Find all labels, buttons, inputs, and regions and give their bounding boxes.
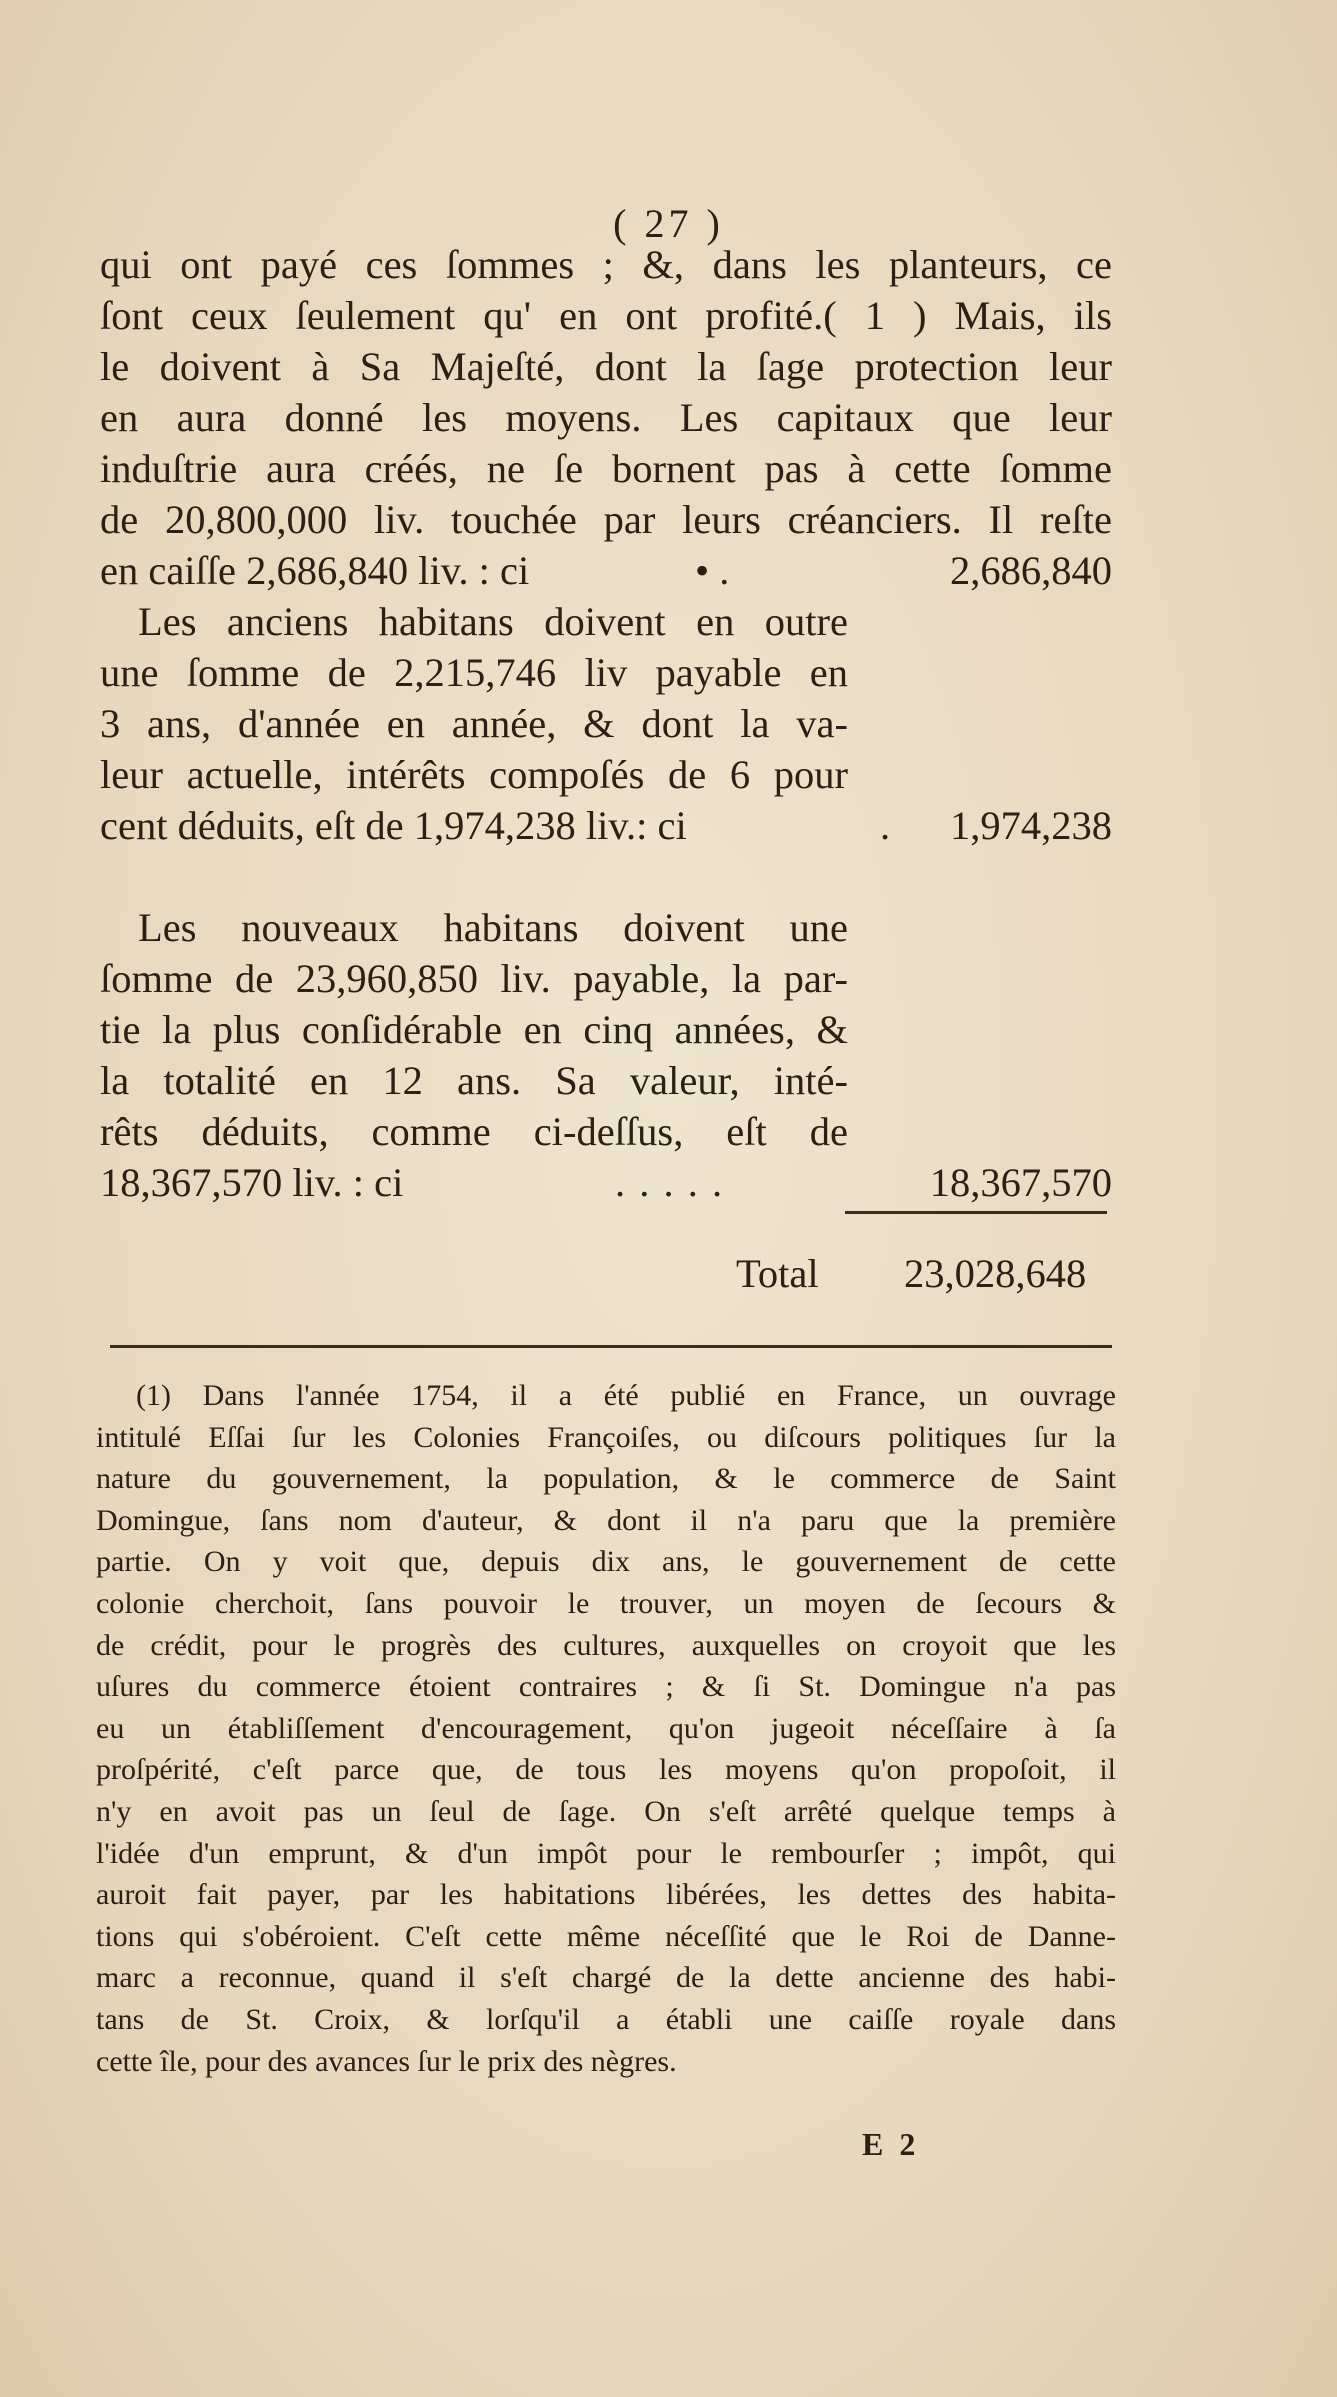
ledger-entry-caisse bbox=[100, 545, 1112, 596]
footnote-line: tions qui s'obéroient. C'eſt cette même néceſſité que le Roi de Danne- bbox=[96, 1919, 1116, 1953]
entry-amount: 2,686,840 bbox=[950, 548, 1112, 593]
footnote-line: uſures du commerce étoient contraires ; & ſi St. Domingue n'a pas bbox=[96, 1670, 1116, 1704]
page-number: ( 27 ) bbox=[613, 201, 724, 246]
entry-line: rêts déduits, comme ci-deſſus, eſt de bbox=[100, 1109, 848, 1154]
text-line: ſont ceux ſeulement qu' en ont profité.( 1 ) Mais, ils bbox=[100, 293, 1112, 338]
footnote-line: de crédit, pour le progrès des cultures, auxquelles on croyoit que les bbox=[96, 1628, 1116, 1662]
entry-line: la totalité en 12 ans. Sa valeur, inté- bbox=[100, 1058, 848, 1103]
total-label: Total bbox=[736, 1251, 819, 1296]
entry-amount: 1,974,238 bbox=[950, 803, 1112, 848]
footnote-line: marc a reconnue, quand il s'eſt chargé de la dette ancienne des habi- bbox=[96, 1961, 1116, 1995]
footnote-line: proſpérité, c'eſt parce que, de tous les moyens qu'on propoſoit, il bbox=[96, 1753, 1116, 1787]
entry-line: tie la plus conſidérable en cinq années, & bbox=[100, 1007, 848, 1052]
text-line: le doivent à Sa Majeſté, dont la ſage protection leur bbox=[100, 344, 1112, 389]
entry-line: en caiſſe 2,686,840 liv. : ci bbox=[100, 548, 530, 593]
entry-line: leur actuelle, intérêts compoſés de 6 pour bbox=[100, 752, 848, 797]
footnote-line: tans de St. Croix, & lorſqu'il a établi une caiſſe royale dans bbox=[96, 2002, 1116, 2036]
footnote-line: intitulé Eſſai ſur les Colonies Françoiſes, ou diſcours politiques ſur la bbox=[96, 1420, 1116, 1454]
entry-line: 18,367,570 liv. : ci bbox=[100, 1160, 404, 1205]
footnote-line: cette île, pour des avances ſur le prix des nègres. bbox=[96, 2044, 677, 2078]
total-value: 23,028,648 bbox=[904, 1251, 1087, 1296]
footnote-rule bbox=[110, 1345, 1112, 1348]
entry-line: Les anciens habitans doivent en outre bbox=[138, 599, 848, 644]
footnote-line: n'y en avoit pas un ſeul de ſage. On s'eſt arrêté quelque temps à bbox=[96, 1794, 1116, 1828]
entry-line: ſomme de 23,960,850 liv. payable, la par- bbox=[100, 956, 848, 1001]
dot-leader: . . . . . bbox=[615, 1160, 725, 1205]
footnote-line: (1) Dans l'année 1754, il a été publié en France, un ouvrage bbox=[136, 1379, 1116, 1412]
text-line: qui ont payé ces ſommes ; &, dans les planteurs, ce bbox=[100, 242, 1112, 287]
footnote bbox=[96, 1375, 1116, 2082]
text-line: induſtrie aura créés, ne ſe bornent pas à cette ſomme bbox=[100, 446, 1112, 491]
footnote-line: Domingue, ſans nom d'auteur, & dont il n'a paru que la première bbox=[96, 1503, 1116, 1537]
ledger-entry-anciens-habitans bbox=[100, 596, 1112, 851]
entry-line: une ſomme de 2,215,746 liv payable en bbox=[100, 650, 848, 695]
ledger-entry-nouveaux-habitans bbox=[100, 902, 1112, 1208]
footnote-line: eu un établiſſement d'encouragement, qu'on jugeoit néceſſaire à ſa bbox=[96, 1711, 1116, 1745]
footnote-line: auroit fait payer, par les habitations libérées, les dettes des habita- bbox=[96, 1878, 1116, 1912]
dot-leader: • . bbox=[695, 548, 730, 593]
text-line: en aura donné les moyens. Les capitaux que leur bbox=[100, 395, 1112, 440]
entry-line: Les nouveaux habitans doivent une bbox=[138, 905, 848, 950]
entry-amount: 18,367,570 bbox=[929, 1160, 1112, 1205]
entry-line: 3 ans, d'année en année, & dont la va- bbox=[100, 701, 848, 746]
footnote-line: nature du gouvernement, la population, & le commerce de Saint bbox=[96, 1462, 1116, 1496]
intro-paragraph bbox=[100, 239, 1112, 545]
signature-mark: E 2 bbox=[862, 2126, 920, 2162]
entry-line: cent déduits, eſt de 1,974,238 liv.: ci bbox=[100, 803, 687, 848]
dot-leader: . bbox=[880, 803, 891, 848]
footnote-line: l'idée d'un emprunt, & d'un impôt pour le rembourſer ; impôt, qui bbox=[96, 1836, 1116, 1870]
footnote-line: colonie cherchoit, ſans pouvoir le trouver, un moyen de ſecours & bbox=[96, 1586, 1116, 1620]
sum-rule bbox=[845, 1211, 1107, 1214]
text-line: de 20,800,000 liv. touchée par leurs créanciers. Il reſte bbox=[100, 497, 1112, 542]
footnote-line: partie. On y voit que, depuis dix ans, le gouvernement de cette bbox=[96, 1545, 1116, 1579]
